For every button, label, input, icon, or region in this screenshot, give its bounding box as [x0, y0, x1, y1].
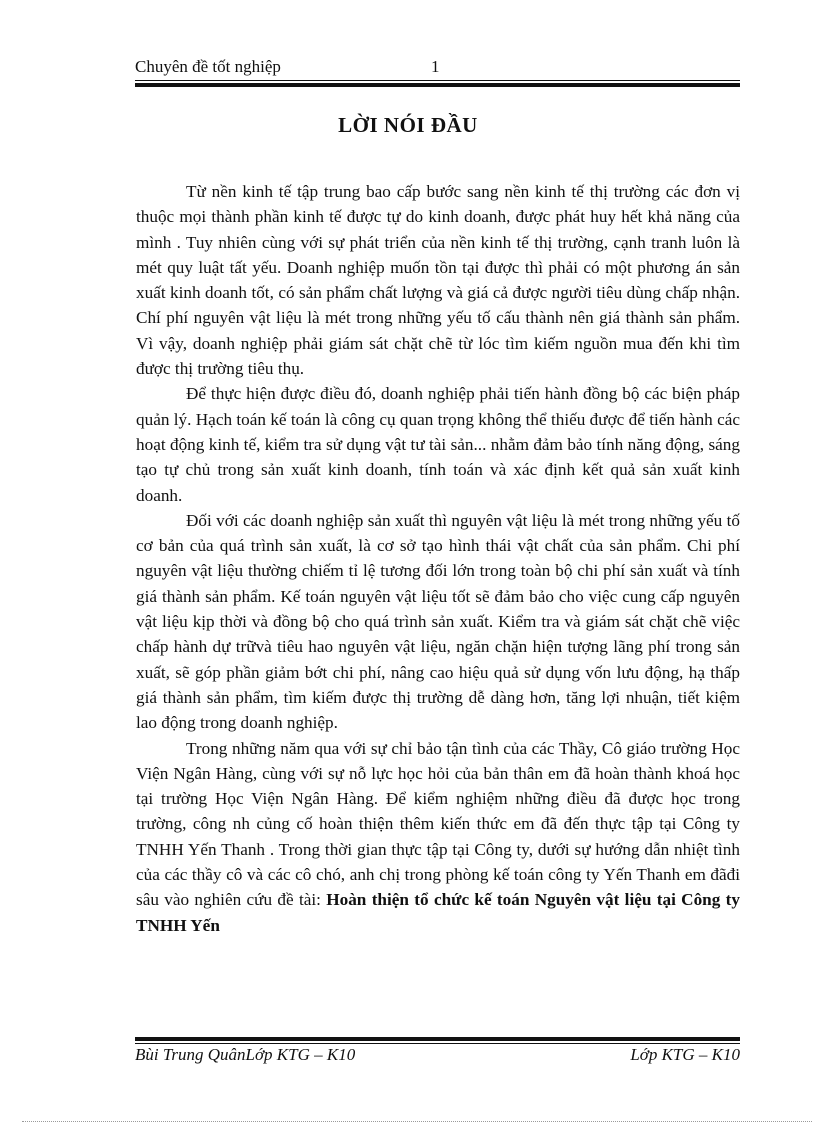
header-rule-thick	[135, 83, 740, 87]
page-footer	[135, 1045, 740, 1067]
paragraph-4-text: Trong những năm qua với sự chỉ bảo tận tình của các Thầy, Cô giáo trường Học Viện Ngân Hàng, cùng với sự nỗ lực học hỏi của bản thân em đã hoàn thành khoá học tại trường Học Viện Ngân Hàng. Để kiểm nghiệm những điều đã được học trong trường, công nh củng cố hoàn thiện thêm kiến thức em đã đến thực tập tại Công ty TNHH Yến Thanh . Trong thời gian thực tập tại Công ty, dưới sự hướng dẫn nhiệt tình của các thầy cô và các cô chó, anh chị trong phòng kế toán công ty Yến Thanh em đãđi sâu vào nghiên cứu đề tài:	[136, 738, 740, 910]
header-label: Chuyên đề tốt nghiệp	[135, 57, 281, 76]
footer-rule-thin	[135, 1043, 740, 1044]
paragraph-3: Đối với các doanh nghiệp sản xuất thì nguyên vật liệu là mét trong những yếu tố cơ bản của quá trình sản xuất, là cơ sở tạo hình thái vật chất của sản phẩm. Chi phí nguyên vật liệu thường chiếm tỉ lệ tương đối lớn trong toàn bộ chi phí sản xuất và tính giá thành sản phẩm. Kế toán nguyên vật liệu tốt sẽ đảm bảo cho việc cung cấp nguyên vật liệu kịp thời và đồng bộ cho quá trình sản xuất. Kiểm tra và giám sát chặt chẽ việc chấp hành dự trữvà tiêu hao nguyên vật liệu, ngăn chặn hiện tượng lãng phí trong sản xuất, sẽ góp phần giảm bớt chi phí, nâng cao hiệu quả sử dụng vốn lưu động, hạ thấp giá thành sản phẩm, tìm kiếm được thị trường dễ dàng hơn, tăng lợi nhuận, tiết kiệm lao động trong doanh nghiệp.	[136, 510, 740, 733]
footer-class: Lớp KTG – K10	[630, 1045, 740, 1064]
paragraph-2: Để thực hiện được điều đó, doanh nghiệp phải tiến hành đồng bộ các biện pháp quản lý. Hạch toán kế toán là công cụ quan trọng không thể thiếu được để tiến hành các hoạt động kinh tế, kiểm tra sử dụng vật tư tài sản... nhằm đảm bảo tính năng động, sáng tạo tự chủ trong sản xuất kinh doanh, tính toán và xác định kết quả sản xuất kinh doanh.	[136, 384, 740, 505]
page-break-line	[22, 1121, 812, 1122]
page-header	[135, 57, 740, 79]
paragraph-1: Từ nền kinh tế tập trung bao cấp bước sang nền kinh tế thị trường các đơn vị thuộc mọi thành phần kinh tế được tự do kinh doanh, được phát huy hết khả năng của mình . Tuy nhiên cùng với sự phát triển của nền kinh tế thị trường, cạnh tranh luôn là mét quy luật tất yếu. Doanh nghiệp muốn tồn tại được thì phải có một phương án sản xuất kinh doanh tốt, có sản phẩm chất lượng và giá cả được người tiêu dùng chấp nhận. Chí phí nguyên vật liệu là mét trong những yếu tố cấu thành nên giá thành sản phẩm. Vì vậy, doanh nghiệp phải giám sát chặt chẽ từ lóc tìm kiếm nguồn mua đến khi tìm được thị trường tiêu thụ.	[136, 182, 740, 379]
thesis-topic: Hoàn thiện tổ chức kế toán Nguyên vật liệu tại Công ty TNHH Yến	[136, 890, 740, 935]
document-body	[136, 179, 740, 938]
footer-rule-thick	[135, 1037, 740, 1041]
header-rule-thin	[135, 80, 740, 81]
page-number: 1	[431, 57, 440, 76]
page-title: LỜI NÓI ĐẦU	[338, 113, 478, 137]
footer-author: Bùi Trung QuânLớp KTG – K10	[135, 1045, 356, 1064]
paragraph-4	[136, 736, 740, 938]
